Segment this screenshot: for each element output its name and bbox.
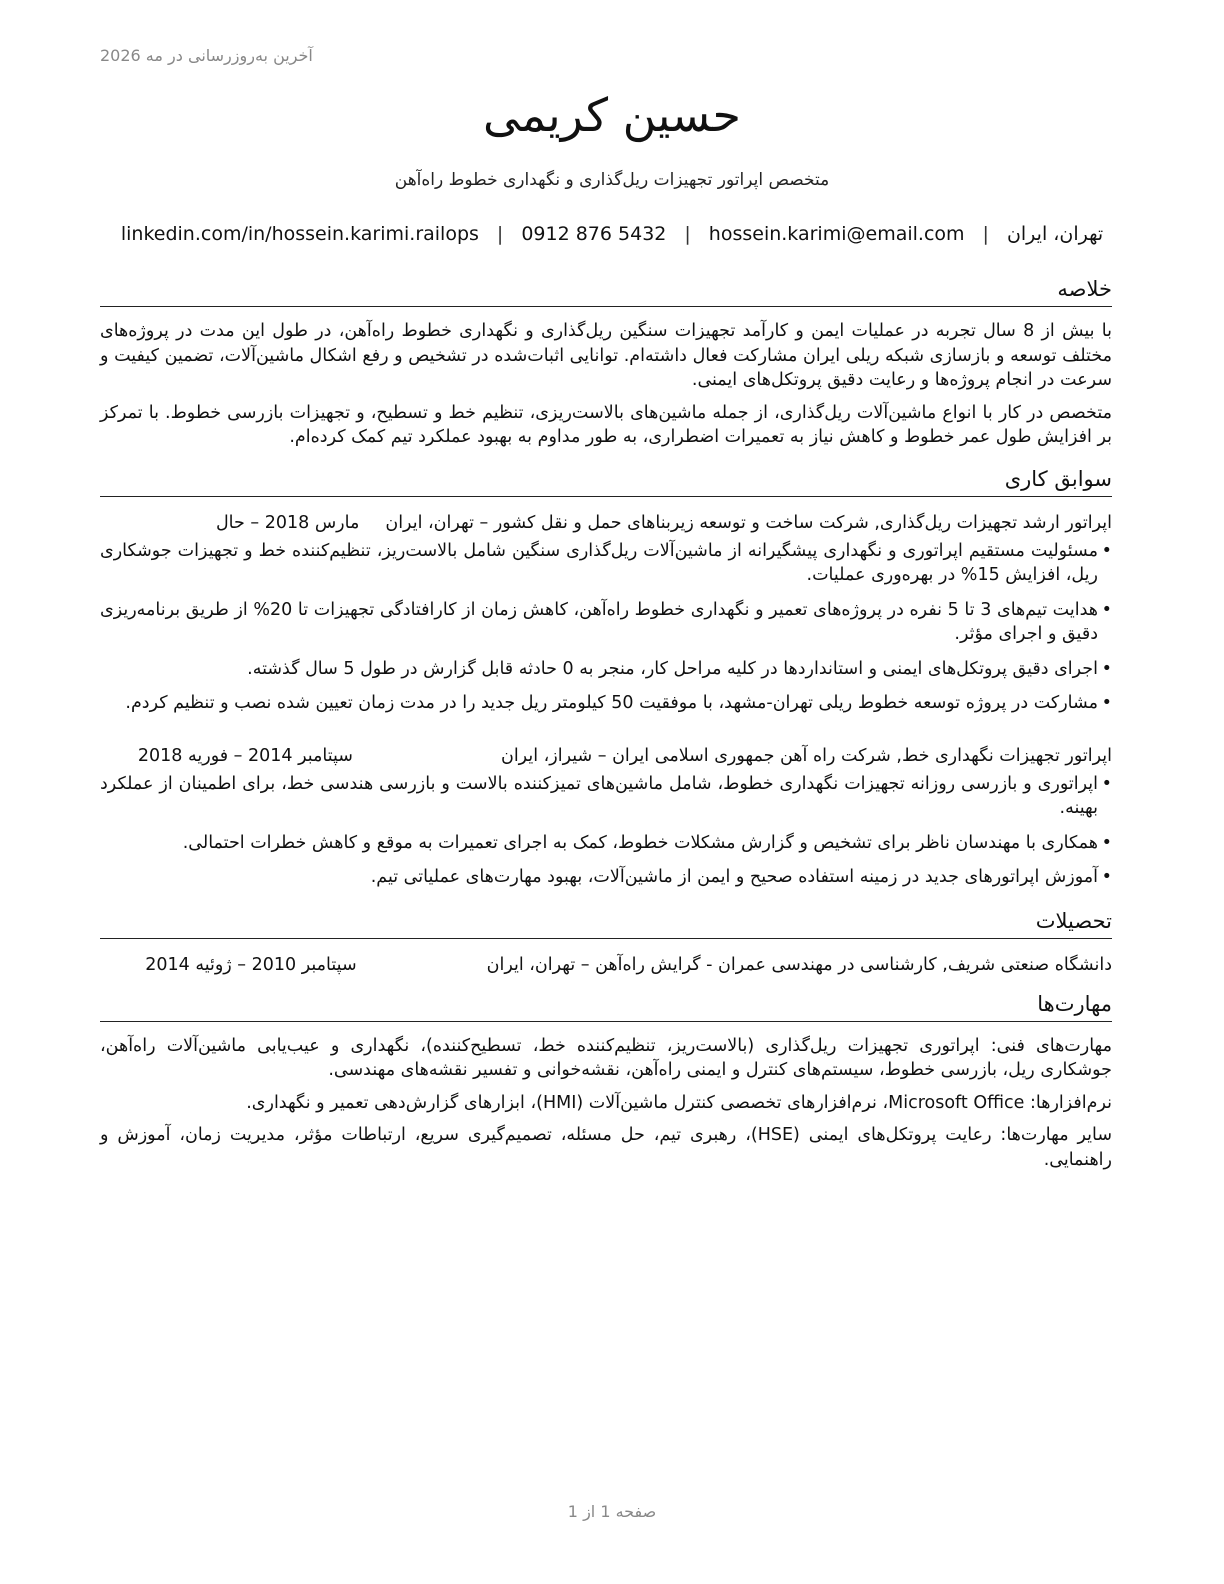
skills-item: مهارت‌های فنی: اپراتوری تجهیزات ریل‌گذاری (بالاست‌ریز، تنظیم‌کننده خط، تسطیح‌کننده)، نگهداری و عیب‌یابی ماشین‌آلات راه‌آهن، جوشکاری ریل، بازرسی خطوط، سیستم‌های کنترل و ایمنی راه‌آهن، نقشه‌خوانی و تفسیر نقشه‌های مهندسی. [100, 1035, 1112, 1080]
job-header [100, 509, 1112, 537]
job-bullets [100, 539, 1112, 716]
contact-phone[interactable]: 0912 876 5432 [521, 223, 667, 245]
page-number: صفحه 1 از 1 [567, 1502, 657, 1521]
candidate-title: متخصص اپراتور تجهیزات ریل‌گذاری و نگهداری خطوط راه‌آهن [394, 170, 830, 190]
section-heading-education: تحصیلات [100, 906, 1112, 939]
education-title: دانشگاه صنعتی شریف, کارشناسی در مهندسی عمران - گرایش راه‌آهن – تهران، ایران [486, 954, 1112, 975]
list-item: • همکاری با مهندسان ناظر برای تشخیص و گزارش مشکلات خطوط، کمک به اجرای تعمیرات به موقع و کاهش خطرات احتمالی. [182, 832, 1112, 853]
education-dates: سپتامبر 2010 – ژوئیه 2014 [145, 954, 357, 975]
summary-paragraph: متخصص در کار با انواع ماشین‌آلات ریل‌گذاری، از جمله ماشین‌های بالاست‌ریزی، تنظیم خط و تسطیح، و تجهیزات بازرسی خطوط. با تمرکز بر افزایش طول عمر خطوط و کاهش نیاز به تعمیرات اضطراری، به طور مداوم به بهبود عملکرد تیم کمک کرده‌ام. [100, 402, 1112, 447]
job-title-company: اپراتور ارشد تجهیزات ریل‌گذاری, شرکت ساخت و توسعه زیربناهای حمل و نقل کشور – تهران، ایران [385, 512, 1112, 533]
last-updated-note: آخرین به‌روزرسانی در مه 2026 [100, 46, 313, 65]
contact-separator: | [982, 223, 989, 245]
contact-email[interactable]: hossein.karimi@email.com [708, 223, 965, 245]
list-item: • آموزش اپراتورهای جدید در زمینه استفاده صحیح و ایمن از ماشین‌آلات، بهبود مهارت‌های عملیاتی تیم. [370, 867, 1112, 887]
contact-linkedin[interactable]: linkedin.com/in/hossein.karimi.railops [120, 223, 479, 245]
education-entry [100, 951, 1112, 979]
list-item: • مسئولیت مستقیم اپراتوری و نگهداری پیشگیرانه از ماشین‌آلات ریل‌گذاری سنگین شامل بالاست‌ریز، تنظیم‌کننده خط و تجهیزات جوشکاری ریل، افزایش 15% در بهره‌وری عملیات. [100, 540, 1112, 585]
contact-separator: | [496, 223, 504, 245]
contact-separator: | [684, 223, 691, 245]
list-item: • اپراتوری و بازرسی روزانه تجهیزات نگهداری خطوط، شامل ماشین‌های تمیزکننده بالاست و بازرسی هندسی خط، برای اطمینان از عملکرد بهینه. [100, 773, 1112, 818]
section-heading-summary: خلاصه [100, 274, 1112, 307]
list-item: • هدایت تیم‌های 3 تا 5 نفره در پروژه‌های تعمیر و نگهداری خطوط راه‌آهن، کاهش زمان از کارافتادگی تجهیزات تا 20% از طریق برنامه‌ریزی دقیق و اجرای مؤثر. [100, 599, 1112, 644]
skills-item: سایر مهارت‌ها: رعایت پروتکل‌های ایمنی (HSE)، رهبری تیم، حل مسئله، تصمیم‌گیری سریع، ارتباطات مؤثر، مدیریت زمان، آموزش و راهنمایی. [100, 1125, 1112, 1170]
job-title-company: اپراتور تجهیزات نگهداری خط, شرکت راه آهن جمهوری اسلامی ایران – شیراز، ایران [500, 745, 1112, 766]
section-heading-skills: مهارت‌ها [100, 989, 1112, 1022]
list-item: • مشارکت در پروژه توسعه خطوط ریلی تهران-مشهد، با موفقیت 50 کیلومتر ریل جدید را در مدت زمان تعیین شده نصب و تنظیم کردم. [125, 693, 1112, 713]
summary-paragraph: با بیش از 8 سال تجربه در عملیات ایمن و کارآمد تجهیزات سنگین ریل‌گذاری و نگهداری خطوط راه‌آهن، در طول این مدت در پروژه‌های مختلف توسعه و بازسازی شبکه ریلی ایران مشارکت فعال داشته‌ام. توانایی اثبات‌شده در تشخیص و رفع اشکال ماشین‌آلات، تضمین کیفیت و سرعت در انجام پروژه‌ها و رعایت دقیق پروتکل‌های ایمنی. [100, 321, 1112, 390]
job-dates: مارس 2018 – حال [215, 512, 360, 533]
contact-line [0, 223, 1224, 245]
skills-item: نرم‌افزارها: Microsoft Office، نرم‌افزارهای تخصصی کنترل ماشین‌آلات (HMI)، ابزارهای گزارش‌دهی تعمیر و نگهداری. [246, 1092, 1112, 1113]
section-heading-experience: سوابق کاری [100, 464, 1112, 497]
resume-body [100, 274, 1112, 1172]
candidate-name: حسین کریمی [482, 88, 741, 142]
job-header [100, 742, 1112, 770]
job-bullets [100, 772, 1112, 890]
list-item: • اجرای دقیق پروتکل‌های ایمنی و استانداردها در کلیه مراحل کار، منجر به 0 حادثه قابل گزارش در طول 5 سال گذشته. [247, 658, 1112, 679]
contact-location: تهران، ایران [1006, 223, 1104, 245]
job-dates: سپتامبر 2014 – فوریه 2018 [137, 745, 353, 766]
